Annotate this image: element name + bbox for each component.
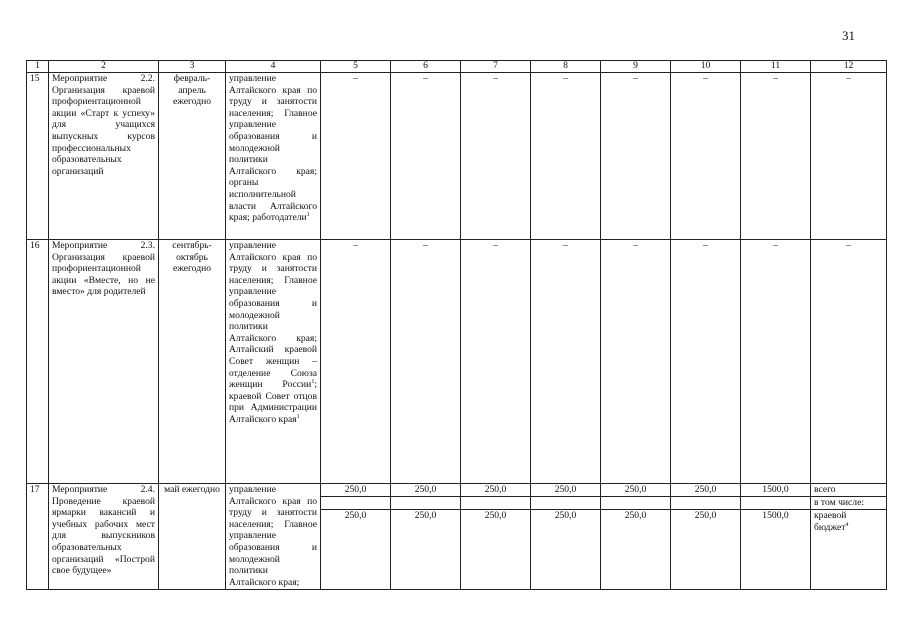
value-cell: –: [531, 73, 601, 240]
executors-cell: [226, 240, 321, 484]
col-header: 10: [671, 61, 741, 73]
total-value: 250,0: [671, 484, 741, 497]
table-row: [27, 240, 887, 484]
value-cell: –: [321, 240, 391, 484]
regional-value: 1500,0: [741, 510, 811, 590]
funding-label-regional: [811, 510, 887, 590]
funding-label-incl: в том числе:: [811, 497, 887, 510]
executors-cell: [226, 73, 321, 240]
row-number: 15: [27, 73, 49, 240]
value-cell: –: [321, 73, 391, 240]
col-header: 6: [391, 61, 461, 73]
value-cell: –: [671, 240, 741, 484]
funding-label-text: краевой бюджет: [814, 510, 847, 533]
value-cell: –: [811, 73, 887, 240]
total-value: 1500,0: [741, 484, 811, 497]
value-cell: –: [601, 73, 671, 240]
col-header: 11: [741, 61, 811, 73]
total-value: 250,0: [321, 484, 391, 497]
total-value: 250,0: [391, 484, 461, 497]
col-header: 3: [159, 61, 226, 73]
empty-cell: [531, 497, 601, 510]
col-header: 5: [321, 61, 391, 73]
value-cell: –: [671, 73, 741, 240]
value-cell: –: [391, 240, 461, 484]
col-header: 7: [461, 61, 531, 73]
regional-value: 250,0: [671, 510, 741, 590]
value-cell: –: [461, 240, 531, 484]
value-cell: –: [391, 73, 461, 240]
col-header: 2: [49, 61, 159, 73]
col-header: 4: [226, 61, 321, 73]
term-cell: февраль-апрель ежегодно: [159, 73, 226, 240]
empty-cell: [391, 497, 461, 510]
empty-cell: [461, 497, 531, 510]
value-cell: –: [601, 240, 671, 484]
total-value: 250,0: [531, 484, 601, 497]
executors-text: управление Алтайского края по труду и занятости населения; Главное управление образования и молодежной политики Алтайского края; Алтайский краевой Совет женщин – отделение Союза женщин России: [229, 240, 317, 391]
row-number: 16: [27, 240, 49, 484]
footnote-ref: 1: [296, 413, 300, 420]
term-cell: май ежегодно: [159, 484, 226, 590]
regional-value: 250,0: [321, 510, 391, 590]
col-header: 8: [531, 61, 601, 73]
term-cell: сентябрь-октябрь ежегодно: [159, 240, 226, 484]
budget-table: [26, 60, 887, 590]
footnote-ref: 4: [845, 521, 849, 528]
page-number: 31: [842, 28, 855, 43]
value-cell: –: [741, 240, 811, 484]
measure-cell: Мероприятие 2.3. Организация краевой профориентационной акции «Вместе, но не вместо» для родителей: [49, 240, 159, 484]
empty-cell: [741, 497, 811, 510]
col-header: 9: [601, 61, 671, 73]
total-value: 250,0: [601, 484, 671, 497]
regional-value: 250,0: [531, 510, 601, 590]
value-cell: –: [531, 240, 601, 484]
value-cell: –: [461, 73, 531, 240]
executors-cell: управление Алтайского края по труду и занятости населения; Главное управление образования и молодежной политики Алтайского края;: [226, 484, 321, 590]
col-header: 1: [27, 61, 49, 73]
empty-cell: [671, 497, 741, 510]
table-row: [27, 484, 887, 497]
executors-text-tail: ; краевой Совет отцов при Администрации Алтайского края: [229, 379, 317, 425]
funding-label-total: всего: [811, 484, 887, 497]
regional-value: 250,0: [601, 510, 671, 590]
total-value: 250,0: [461, 484, 531, 497]
row-number: 17: [27, 484, 49, 590]
table-row: [27, 73, 887, 240]
empty-cell: [601, 497, 671, 510]
regional-value: 250,0: [461, 510, 531, 590]
value-cell: –: [741, 73, 811, 240]
col-header: 12: [811, 61, 887, 73]
header-row: [27, 61, 887, 73]
empty-cell: [321, 497, 391, 510]
value-cell: –: [811, 240, 887, 484]
regional-value: 250,0: [391, 510, 461, 590]
measure-cell: Мероприятие 2.4. Проведение краевой ярмарки вакансий и учебных рабочих мест для выпускников образовательных организаций «Построй свое будущее»: [49, 484, 159, 590]
measure-cell: Мероприятие 2.2. Организация краевой профориентационной акции «Старт к успеху» для учащихся выпускных курсов профессиональных образовательных организаций: [49, 73, 159, 240]
footnote-ref: 1: [311, 378, 315, 385]
footnote-ref: 1: [306, 211, 310, 218]
executors-text: управление Алтайского края по труду и занятости населения; Главное управление образования и молодежной политики Алтайского края; органы исполнительной власти Алтайского края; работодатели: [229, 73, 317, 224]
